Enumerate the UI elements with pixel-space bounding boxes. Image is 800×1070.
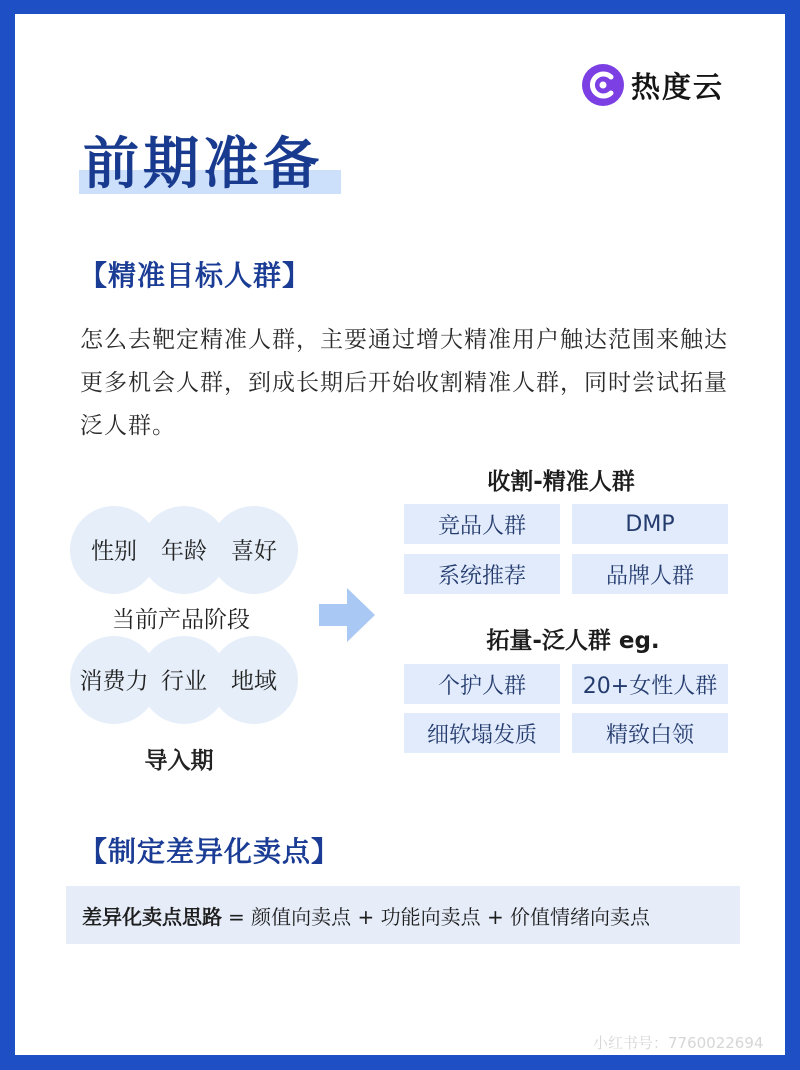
attribute-label: 地域 bbox=[231, 668, 277, 695]
page-title: 前期准备 bbox=[83, 132, 323, 197]
section-heading-target-audience: 【精准目标人群】 bbox=[79, 259, 312, 292]
brand-logo-icon bbox=[581, 63, 625, 107]
page-title-block bbox=[79, 118, 341, 200]
audience-tag: 系统推荐 bbox=[404, 554, 560, 594]
audience-tag: 精致白领 bbox=[572, 713, 728, 753]
audience-tag: 个护人群 bbox=[404, 664, 560, 704]
audience-tag: 品牌人群 bbox=[572, 554, 728, 594]
brand-name: 热度云 bbox=[631, 69, 725, 104]
brand-logo bbox=[581, 63, 724, 107]
audience-tag: 细软塌发质 bbox=[404, 713, 560, 753]
audience-tag: 20+女性人群 bbox=[572, 664, 728, 704]
attribute-label: 行业 bbox=[161, 668, 207, 695]
right-arrow-icon bbox=[319, 588, 375, 642]
formula-lead: 差异化卖点思路 bbox=[82, 904, 222, 929]
audience-tag: 竞品人群 bbox=[404, 504, 560, 544]
attribute-label: 消费力 bbox=[79, 668, 149, 695]
attribute-label: 喜好 bbox=[231, 538, 277, 565]
selling-point-formula bbox=[66, 886, 740, 944]
stage-name: 导入期 bbox=[144, 748, 214, 774]
poster-page bbox=[15, 14, 785, 1055]
harvest-group-title: 收割-精准人群 bbox=[487, 469, 635, 495]
attribute-label: 年龄 bbox=[161, 538, 207, 565]
watermark: 小红书号：7760022694 bbox=[593, 1034, 764, 1052]
expand-group-title: 拓量-泛人群 eg. bbox=[486, 628, 660, 654]
section-heading-selling-points: 【制定差异化卖点】 bbox=[79, 835, 341, 868]
current-stage-label: 当前产品阶段 bbox=[112, 607, 250, 633]
attribute-label: 性别 bbox=[91, 538, 137, 565]
formula-rest: = 颜值向卖点 + 功能向卖点 + 价值情绪向卖点 bbox=[228, 904, 651, 929]
audience-tag: DMP bbox=[572, 504, 728, 544]
section-paragraph: 怎么去靶定精准人群，主要通过增大精准用户触达范围来触达更多机会人群，到成长期后开始收割精准人群，同时尝试拓量泛人群。 bbox=[80, 327, 728, 439]
